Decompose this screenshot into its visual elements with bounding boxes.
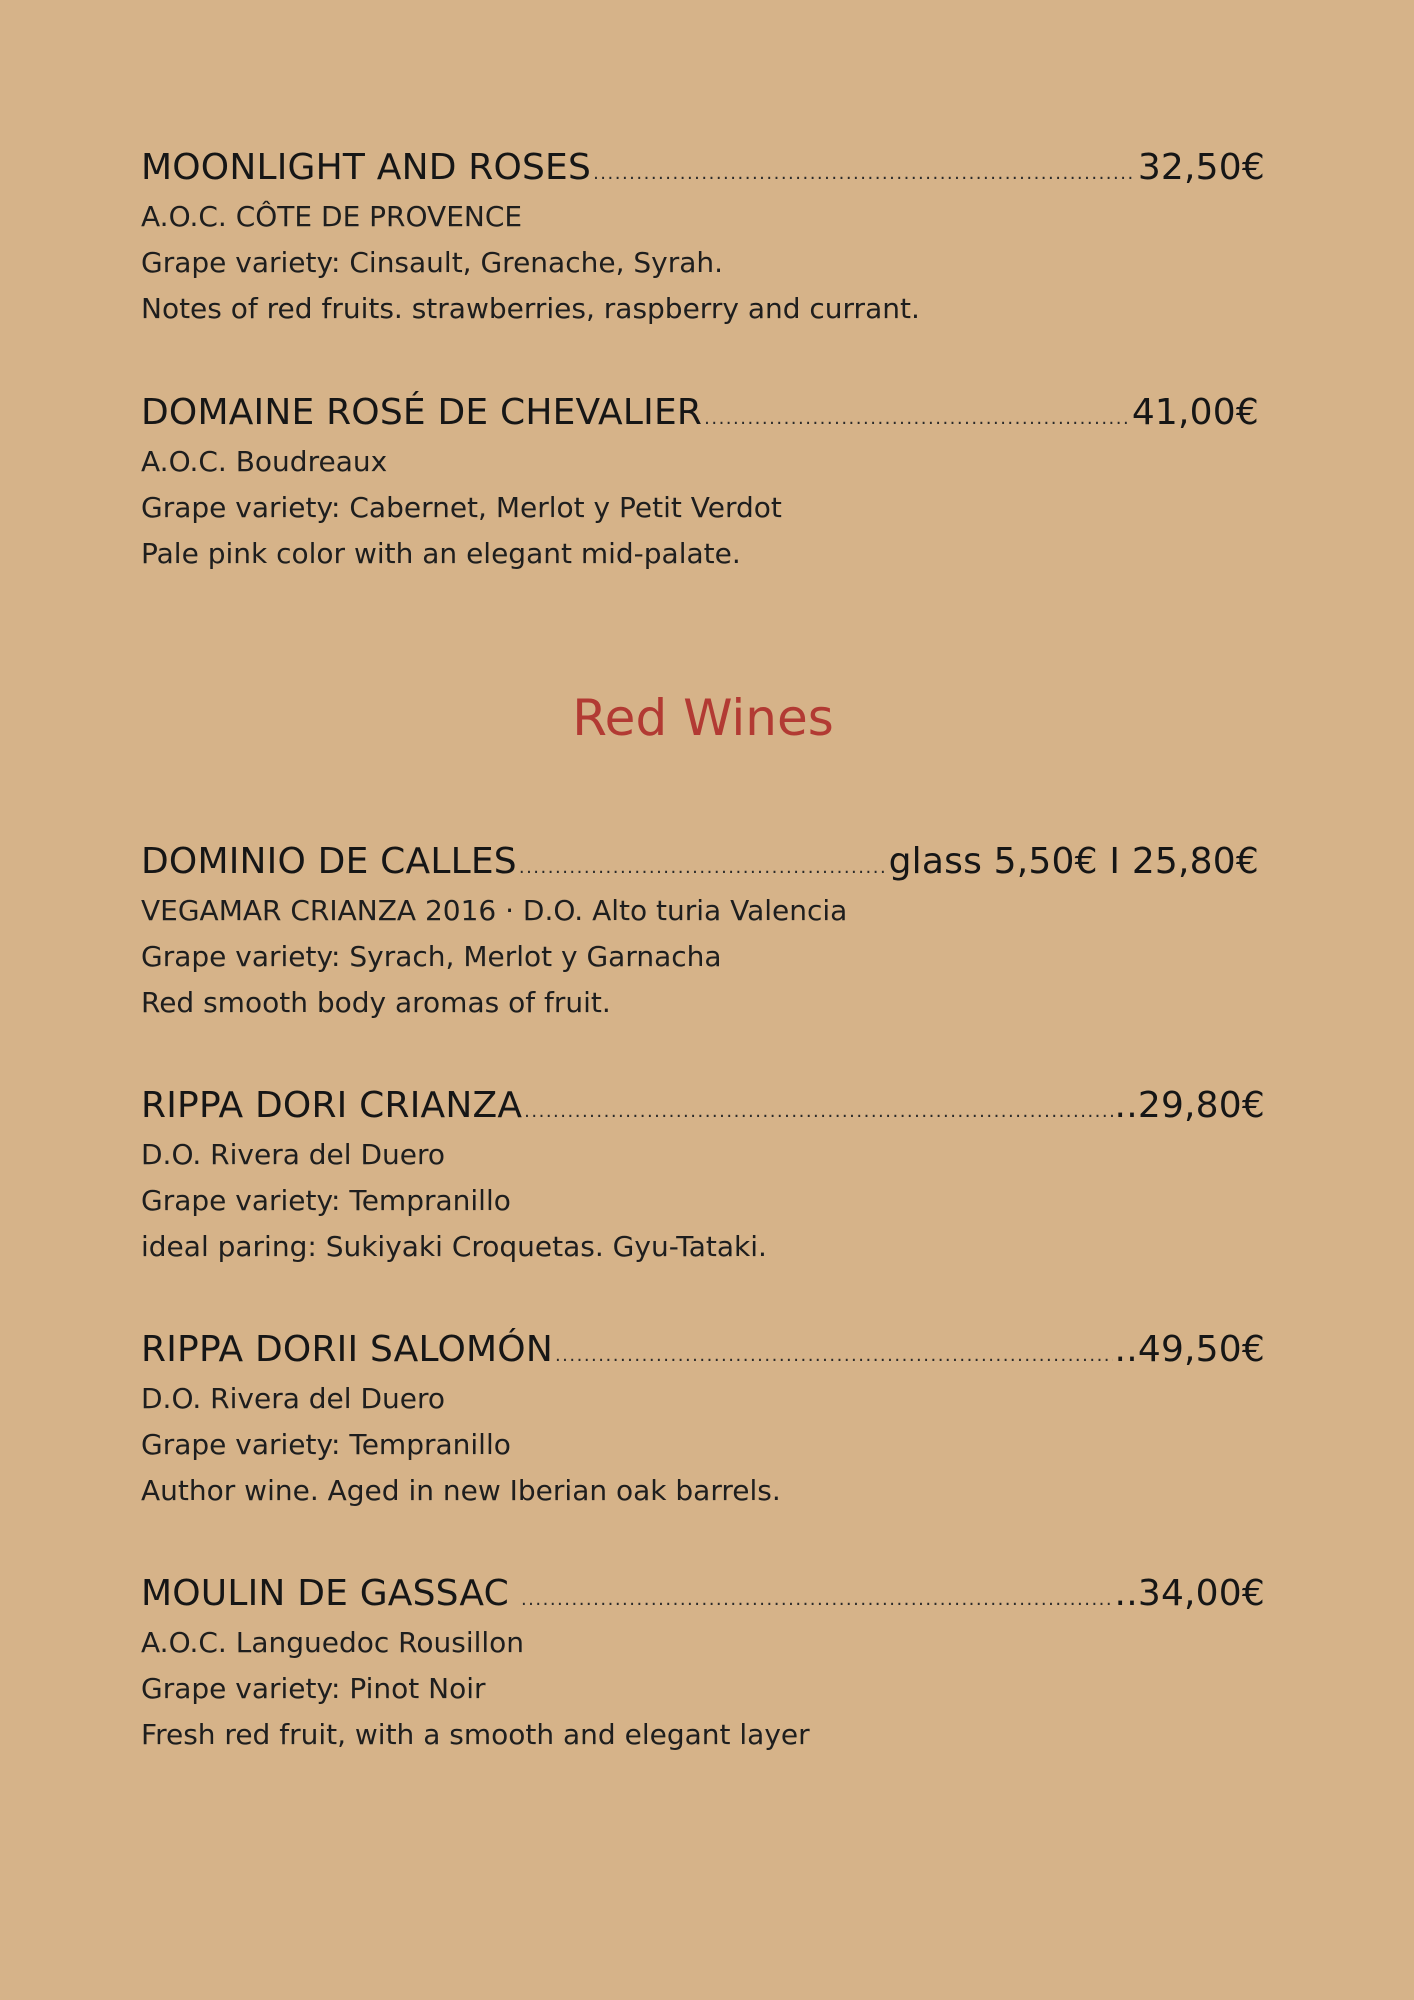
dot-leader	[593, 148, 1136, 200]
wine-item-moonlight-and-roses	[141, 142, 1265, 332]
dot-leader	[524, 1086, 1112, 1138]
wine-item-header	[141, 836, 1265, 888]
wine-item-header	[141, 1080, 1265, 1132]
wine-item-dominio-de-calles	[141, 836, 1265, 1026]
wine-origin: VEGAMAR CRIANZA 2016 · D.O. Alto turia Valencia	[141, 894, 848, 927]
wine-name: MOULIN DE GASSAC	[141, 1573, 509, 1614]
wine-price: glass 5,50€ I 25,80€	[888, 841, 1259, 882]
wine-grape-variety: Grape variety: Syrach, Merlot y Garnacha	[141, 940, 722, 973]
wine-notes: Pale pink color with an elegant mid-palate.	[141, 537, 741, 570]
wine-name: DOMINIO DE CALLES	[141, 841, 517, 882]
wine-origin: A.O.C. Languedoc Rousillon	[141, 1626, 525, 1659]
dot-leader	[555, 1330, 1113, 1382]
wine-notes: Red smooth body aromas of fruit.	[141, 986, 611, 1019]
wine-item-header	[141, 1568, 1265, 1620]
wine-origin: A.O.C. Boudreaux	[141, 445, 388, 478]
wine-item-domaine-rose-de-chevalier	[141, 387, 1265, 577]
wine-grape-variety: Grape variety: Pinot Noir	[141, 1672, 486, 1705]
dot-leader	[521, 1574, 1113, 1626]
wine-price: ..29,80€	[1114, 1085, 1265, 1126]
wine-item-moulin-de-gassac	[141, 1568, 1265, 1758]
dot-leader	[519, 842, 887, 894]
wine-item-rippa-dorii-salomon	[141, 1324, 1265, 1514]
wine-origin: A.O.C. CÔTE DE PROVENCE	[141, 200, 523, 233]
wine-grape-variety: Grape variety: Tempranillo	[141, 1184, 511, 1217]
wine-origin: D.O. Rivera del Duero	[141, 1382, 446, 1415]
wine-name: DOMAINE ROSÉ DE CHEVALIER	[141, 392, 703, 433]
wine-grape-variety: Grape variety: Cabernet, Merlot y Petit Verdot	[141, 491, 782, 524]
wine-notes: Fresh red fruit, with a smooth and elegant layer	[141, 1718, 810, 1751]
wine-notes: ideal paring: Sukiyaki Croquetas. Gyu-Tataki.	[141, 1230, 767, 1263]
section-title-red-wines: Red Wines	[572, 689, 834, 747]
wine-name: RIPPA DORII SALOMÓN	[141, 1329, 553, 1370]
wine-item-header	[141, 387, 1265, 439]
wine-item-header	[141, 142, 1265, 194]
wine-price: ..49,50€	[1114, 1329, 1265, 1370]
wine-price: 41,00€	[1131, 392, 1259, 433]
wine-origin: D.O. Rivera del Duero	[141, 1138, 446, 1171]
wine-price: 32,50€	[1137, 147, 1265, 188]
wine-grape-variety: Grape variety: Tempranillo	[141, 1428, 511, 1461]
wine-notes: Notes of red fruits. strawberries, raspberry and currant.	[141, 292, 920, 325]
dot-leader	[704, 393, 1130, 445]
wine-item-header	[141, 1324, 1265, 1376]
wine-item-rippa-dori-crianza	[141, 1080, 1265, 1270]
wine-name: RIPPA DORI CRIANZA	[141, 1085, 523, 1126]
wine-name: MOONLIGHT AND ROSES	[141, 147, 592, 188]
wine-grape-variety: Grape variety: Cinsault, Grenache, Syrah.	[141, 246, 724, 279]
wine-notes: Author wine. Aged in new Iberian oak barrels.	[141, 1474, 781, 1507]
wine-price: ..34,00€	[1114, 1573, 1265, 1614]
